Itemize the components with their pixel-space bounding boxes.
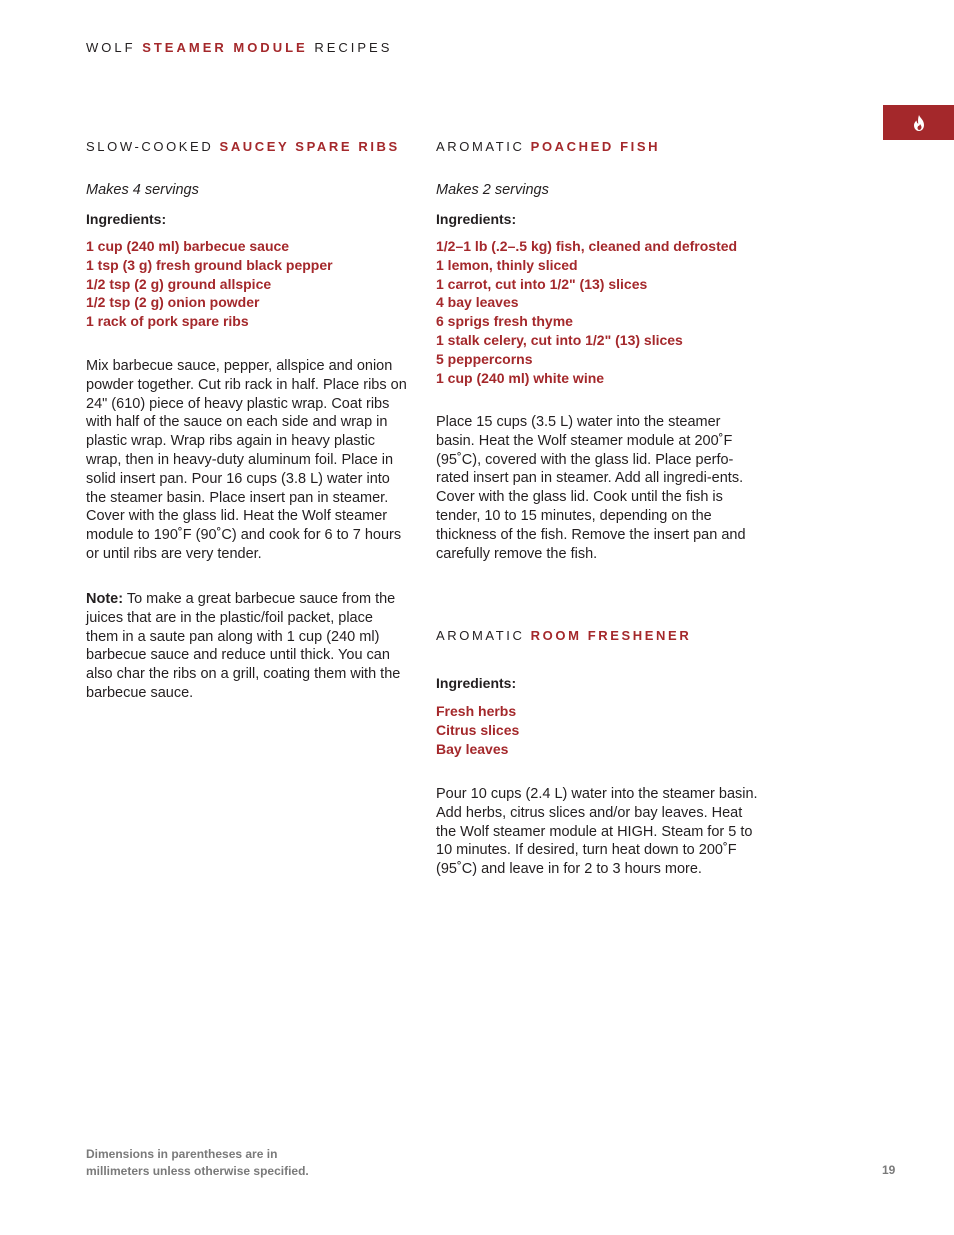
- ingredient-item: 1 lemon, thinly sliced: [436, 256, 578, 273]
- ribs-servings: Makes 4 servings: [86, 182, 199, 198]
- ribs-title-strong: SAUCEY SPARE RIBS: [219, 139, 400, 154]
- fish-title: [436, 139, 660, 154]
- ingredient-item: 1/2 tsp (2 g) ground allspice: [86, 275, 272, 292]
- fish-servings: Makes 2 servings: [436, 182, 549, 198]
- ingredient-item: 1 carrot, cut into 1/2" (13) slices: [436, 275, 648, 292]
- ingredient-item: 1/2–1 lb (.2–.5 kg) fish, cleaned and defrosted: [436, 238, 738, 254]
- freshener-title-strong: ROOM FRESHENER: [530, 628, 692, 643]
- ingredient-item: 1 stalk celery, cut into 1/2" (13) slices: [436, 331, 683, 348]
- freshener-title-prefix: AROMATIC: [436, 628, 525, 643]
- header-prefix: WOLF: [86, 40, 136, 55]
- ingredient-item: 1 rack of pork spare ribs: [86, 313, 249, 330]
- ribs-ingredients-label: Ingredients:: [86, 211, 167, 227]
- ribs-note-text: To make a great barbecue sauce from the juices that are in the plastic/foil packet, place them in a saute pan along with 1 cup (240 ml) barbecue sauce and reduce until thick. You can also char the ribs on a grill, coating them with the barbecue sauce.: [86, 591, 401, 701]
- section-tab: [883, 105, 954, 140]
- footer-note-line2: millimeters unless otherwise specified.: [86, 1164, 309, 1178]
- fish-title-prefix: AROMATIC: [436, 139, 525, 154]
- ingredient-item: 5 peppercorns: [436, 350, 533, 367]
- flame-icon: [912, 115, 926, 131]
- footer-note: [86, 1146, 309, 1180]
- ribs-note-label: Note:: [86, 591, 124, 607]
- ingredient-item: 1 tsp (3 g) fresh ground black pepper: [86, 256, 333, 273]
- freshener-ingredients-label: Ingredients:: [436, 675, 517, 691]
- freshener-method: Pour 10 cups (2.4 L) water into the steamer basin. Add herbs, citrus slices and/or bay leaves. Heat the Wolf steamer module at HIGH. Steam for 5 to 10 minutes. If desired, turn heat down to 200˚F (95˚C) and leave in for 2 to 3 hours more.: [436, 786, 758, 878]
- running-header: [86, 40, 392, 55]
- header-suffix: RECIPES: [314, 40, 393, 55]
- page-number: 19: [882, 1163, 896, 1177]
- ingredient-item: 6 sprigs fresh thyme: [436, 313, 573, 330]
- ingredient-item: 1 cup (240 ml) white wine: [436, 369, 605, 386]
- footer-note-line1: Dimensions in parentheses are in: [86, 1147, 278, 1161]
- freshener-ingredient-list: [436, 702, 519, 758]
- ribs-ingredient-list: [86, 237, 333, 331]
- ribs-method: Mix barbecue sauce, pepper, allspice and onion powder together. Cut rib rack in half. Place ribs on 24" (610) piece of heavy plastic wrap. Coat ribs with half of the sauce on each side and wrap in plastic wrap. Wrap ribs again in heavy plastic wrap, then in heavy-duty aluminum foil. Place in solid insert pan. Pour 16 cups (3.8 L) water into the steamer basin. Place insert pan in steamer. Cover with the glass lid. Heat the Wolf steamer module to 190˚F (90˚C) and cook for 6 to 7 hours or until ribs are very tender.: [86, 358, 407, 562]
- ingredient-item: Bay leaves: [436, 740, 509, 757]
- fish-title-strong: POACHED FISH: [530, 139, 661, 154]
- ingredient-item: 4 bay leaves: [436, 294, 519, 311]
- freshener-title: [436, 628, 691, 643]
- ribs-title-prefix: SLOW-COOKED: [86, 139, 214, 154]
- fish-ingredient-list: [436, 237, 737, 387]
- ingredient-item: 1/2 tsp (2 g) onion powder: [86, 294, 260, 311]
- ribs-note: [86, 590, 408, 703]
- ribs-title: [86, 139, 400, 154]
- ingredient-item: Citrus slices: [436, 721, 520, 738]
- fish-method: Place 15 cups (3.5 L) water into the steamer basin. Heat the Wolf steamer module at 200˚F (95˚C), covered with the glass lid. Place perfo-rated insert pan in steamer. Add all ingredi-ents. Cover with the glass lid. Cook until the fish is tender, 10 to 15 minutes, depending on the thickness of the fish. Remove the insert pan and carefully remove the fish.: [436, 414, 746, 562]
- ingredient-item: 1 cup (240 ml) barbecue sauce: [86, 238, 290, 254]
- ingredient-item: Fresh herbs: [436, 703, 517, 719]
- fish-ingredients-label: Ingredients:: [436, 211, 517, 227]
- header-strong: STEAMER MODULE: [142, 40, 308, 55]
